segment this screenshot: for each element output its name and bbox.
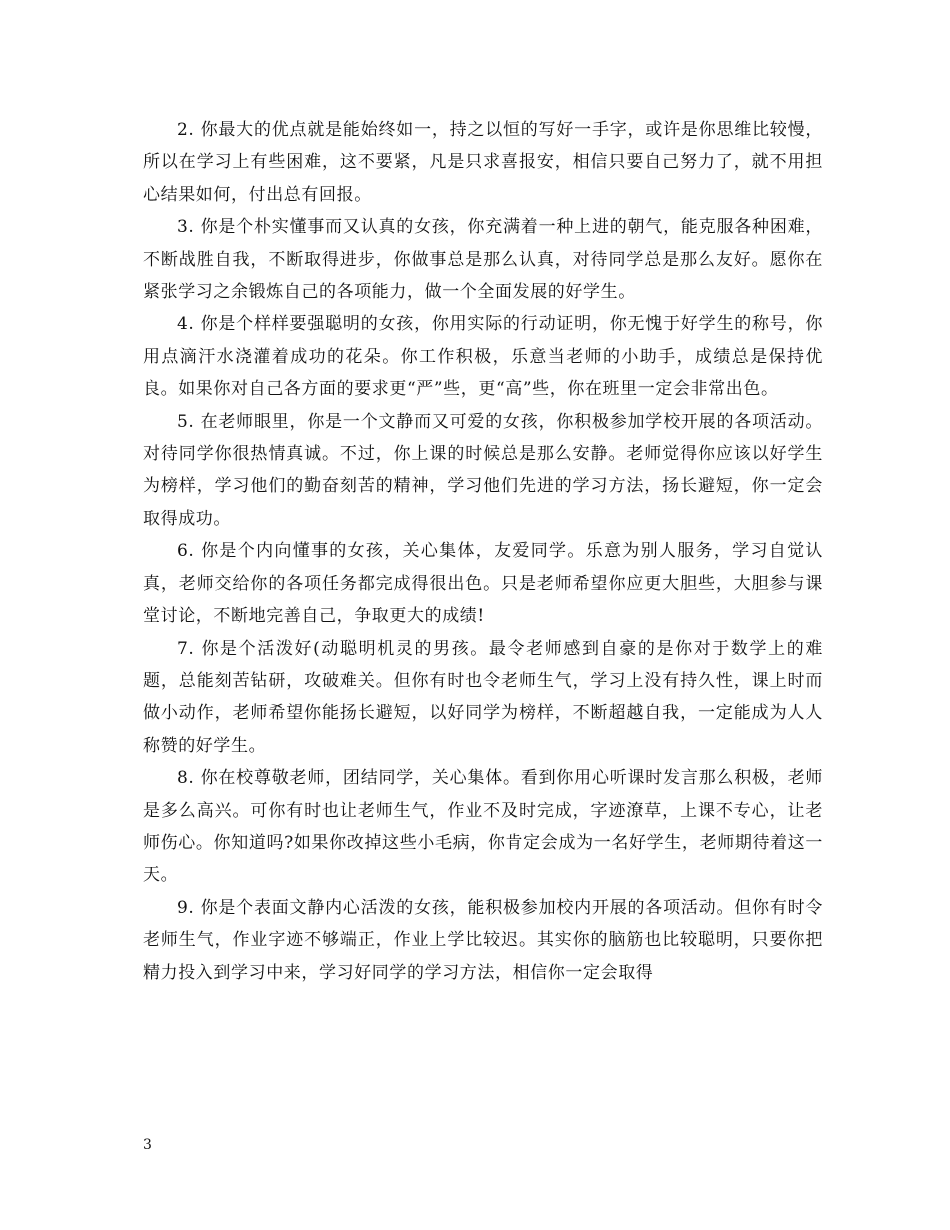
paragraph-9: 9. 你是个表面文静内心活泼的女孩，能积极参加校内开展的各项活动。但你有时令老师生气，作业字迹不够端正，作业上学比较迟。其实你的脑筋也比较聪明，只要你把精力投入到学习中来，学习好同学的学习方法，相信你一定会取得 [143, 897, 823, 983]
paragraph-4: 4. 你是个样样要强聪明的女孩，你用实际的行动证明，你无愧于好学生的称号，你用点滴汗水浇灌着成功的花朵。你工作积极，乐意当老师的小助手，成绩总是保持优良。如果你对自己各方面的要求更“严”些，更“高”些，你在班里一定会非常出色。 [143, 314, 823, 400]
body-text [143, 114, 823, 989]
paragraph-5: 5. 在老师眼里，你是一个文静而又可爱的女孩，你积极参加学校开展的各项活动。对待同学你很热情真诚。不过，你上课的时候总是那么安静。老师觉得你应该以好学生为榜样，学习他们的勤奋刻苦的精神，学习他们先进的学习方法，扬长避短，你一定会取得成功。 [143, 411, 823, 529]
paragraph-7: 7. 你是个活泼好(动聪明机灵的男孩。最令老师感到自豪的是你对于数学上的难题，总能刻苦钻研，攻破难关。但你有时也令老师生气，学习上没有持久性，课上时而做小动作，老师希望你能扬长避短，以好同学为榜样，不断超越自我，一定能成为人人称赞的好学生。 [143, 638, 823, 756]
page-number: 3 [143, 1137, 152, 1153]
paragraph-3: 3. 你是个朴实懂事而又认真的女孩，你充满着一种上进的朝气，能克服各种困难，不断战胜自我，不断取得进步，你做事总是那么认真，对待同学总是那么友好。愿你在紧张学习之余锻炼自己的各项能力，做一个全面发展的好学生。 [143, 217, 823, 303]
paragraph-2: 2. 你最大的优点就是能始终如一，持之以恒的写好一手字，或许是你思维比较慢，所以在学习上有些困难，这不要紧，凡是只求喜报安，相信只要自己努力了，就不用担心结果如何，付出总有回报。 [143, 120, 823, 205]
paragraph-8: 8. 你在校尊敬老师，团结同学，关心集体。看到你用心听课时发言那么积极，老师是多么高兴。可你有时也让老师生气，作业不及时完成，字迹潦草，上课不专心，让老师伤心。你知道吗?如果你改掉这些小毛病，你肯定会成为一名好学生，老师期待着这一天。 [143, 768, 823, 886]
paragraph-6: 6. 你是个内向懂事的女孩，关心集体，友爱同学。乐意为别人服务，学习自觉认真，老师交给你的各项任务都完成得很出色。只是老师希望你应更大胆些，大胆参与课堂讨论，不断地完善自己，争取更大的成绩! [143, 541, 823, 627]
